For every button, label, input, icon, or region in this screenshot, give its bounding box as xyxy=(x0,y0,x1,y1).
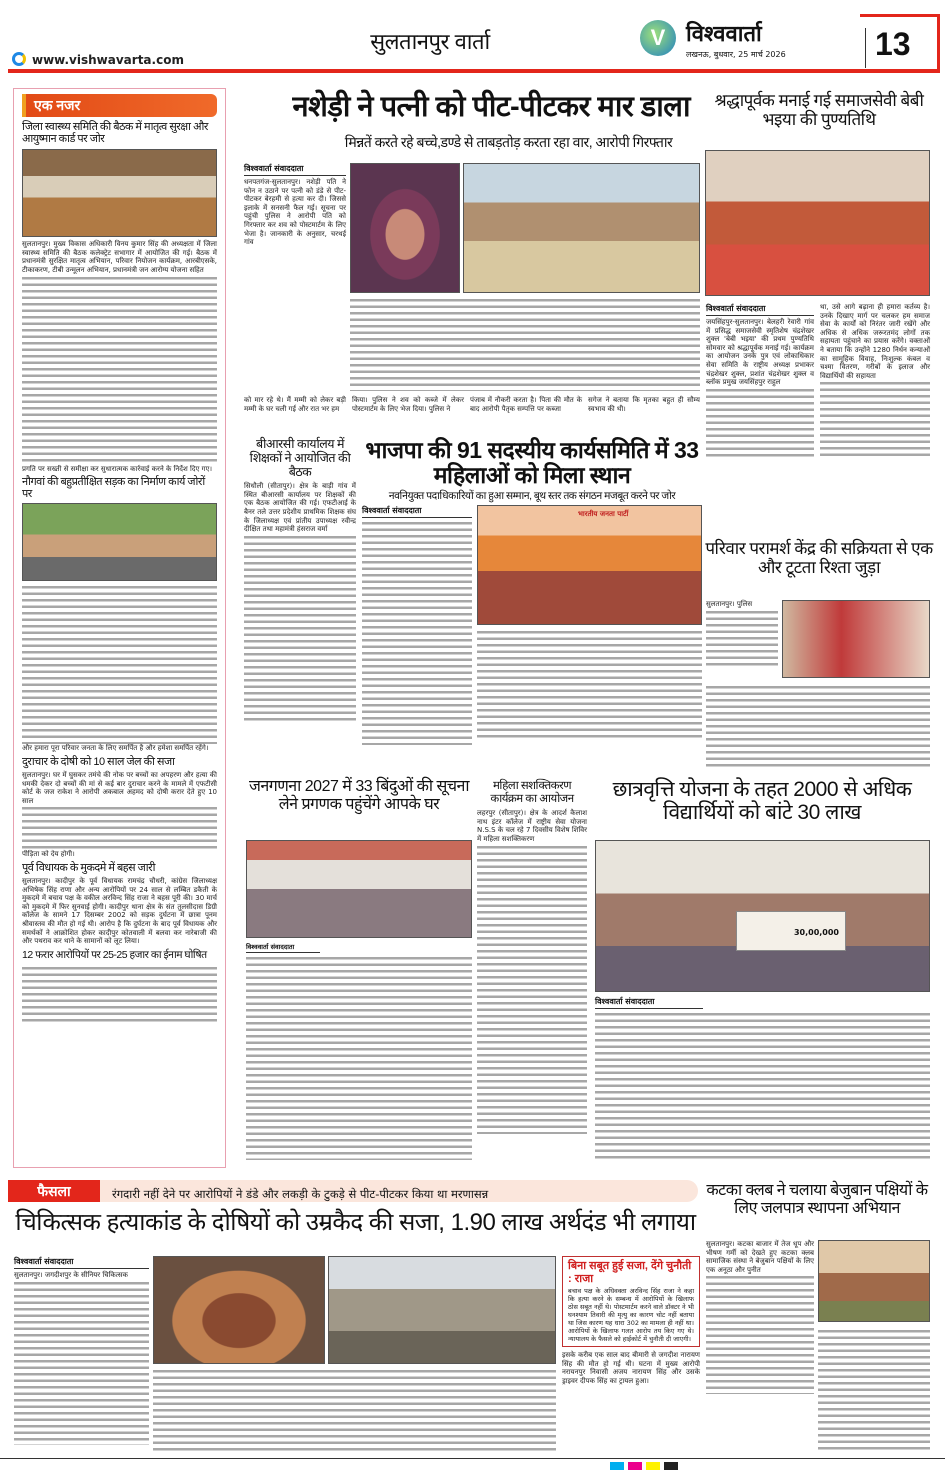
story-title: दुराचार के दोषी को 10 साल जेल की सजा xyxy=(22,755,175,768)
lead-headline: नशेड़ी ने पत्नी को पीट-पीटकर मार डाला xyxy=(292,91,690,123)
lead-headline-wrap xyxy=(238,92,708,130)
text-filler xyxy=(362,520,472,745)
story-photo xyxy=(22,503,217,581)
lead-snippet: को मार रहे थे। मैं मम्मी को लेकर बड़ी मम्मी के घर चली गई और रात भर हम xyxy=(244,396,346,413)
bjp-row xyxy=(362,505,702,745)
ie-icon xyxy=(12,52,26,66)
faisla-label: फैसला xyxy=(8,1180,100,1202)
text-filler xyxy=(153,1368,556,1452)
katka-col xyxy=(706,1240,814,1394)
text-filler xyxy=(818,1328,930,1452)
brc-headline: बीआरसी कार्यालय में शिक्षकों ने आयोजित की बैठक xyxy=(249,437,351,479)
census-headline: जनगणना 2027 में 33 बिंदुओं की सूचना लेने प्रगणक पहुंचेंगे आपके घर xyxy=(248,778,470,813)
story-title: पूर्व विधायक के मुकदमे में बहस जारी xyxy=(22,862,155,874)
punyatithi-col-1 xyxy=(706,303,814,457)
story-title: 12 फरार आरोपियों पर 25-25 हजार का ईनाम घोषित xyxy=(22,948,207,961)
brand-name: विश्ववार्ता xyxy=(686,21,762,46)
scholar-photo xyxy=(595,840,930,992)
text-filler xyxy=(22,584,217,744)
story-title: जिला स्वास्थ्य समिति की बैठक में मातृत्व सुरक्षा और आयुष्मान कार्ड पर जोर xyxy=(22,121,208,146)
scholar-headline: छात्रवृत्ति योजना के तहत 2000 से अधिक विद्यार्थियों को बांटे 30 लाख xyxy=(612,778,912,825)
census-photo xyxy=(246,840,472,938)
bjp-col-2 xyxy=(477,505,702,745)
katka-photo xyxy=(818,1240,930,1322)
website-url[interactable]: www.vishwavarta.com xyxy=(32,53,184,67)
page-number: 13 xyxy=(875,26,911,62)
mahila-story xyxy=(477,780,587,1134)
scholar-col-1 xyxy=(595,996,930,1161)
text-filler xyxy=(14,1280,149,1445)
victim-photo xyxy=(350,163,460,293)
text-filler xyxy=(22,275,217,465)
cheque-board xyxy=(736,911,846,951)
lead-subhead: मिन्नतें करते रहे बच्चे,डण्डे से ताबड़तोड़ करता रहा वार, आरोपी गिरफ्तार xyxy=(344,134,673,150)
byline: विश्ववार्ता संवाददाता xyxy=(14,1256,149,1269)
header-rule xyxy=(8,69,940,73)
ek-nazar-column xyxy=(13,88,226,1168)
pariwar-headline: परिवार परामर्श केंद्र की सक्रियता से एक और टूटता रिश्ता जुड़ा xyxy=(705,539,933,577)
punyatithi-headline: श्रद्धापूर्वक मनाई गई समाजसेवी बेबी भइया की पुण्यतिथि xyxy=(714,91,924,129)
lead-col-1 xyxy=(244,163,346,247)
text-filler xyxy=(706,684,930,767)
mahila-headline: महिला सशक्तिकरण कार्यक्रम का आयोजन xyxy=(490,780,574,805)
text-filler xyxy=(22,805,217,850)
story-body-end: और हमारा पूरा परिवार जनता के लिए समर्पित है और हमेशा समर्पित रहेंगे। xyxy=(22,744,209,753)
hospital-photo xyxy=(328,1256,556,1364)
bjp-story xyxy=(362,438,702,745)
faisla-headline: चिकित्सक हत्याकांड के दोषियों को उम्रकैद की सजा, 1.90 लाख अर्थदंड भी लगाया xyxy=(15,1209,696,1236)
punyatithi-body-2: था, उसे आगे बढ़ाना ही हमारा कर्तव्य है। उनके दिखाए मार्ग पर चलकर हम समाज सेवा के कार्यों को निरंतर जारी रखेंगे और अधिक से अधिक जरूरतमंद लोगों तक सहायता पहुंचाने का प्रयास करेंगे। वक्ताओं ने बताया कि उन्होंने 1280 निर्धन कन्याओं का सामूहिक विवाह, निःशुल्क कंबल व चश्मा वितरण, गरीबों के इलाज और विद्यार्थियों की सहायता xyxy=(820,303,930,380)
bjp-col-1 xyxy=(362,505,472,745)
brc-body: सिधौली (सीतापुर)। क्षेत्र के बाड़ी गांव में स्थित बीआरसी कार्यालय पर शिक्षकों की एक बैठक आयोजित की गई। एफटीआई के बैनर तले उत्तर प्रदेशीय प्राथमिक शिक्षक संघ के जिलाध्यक्ष एवं प्रांतीय उपाध्यक्ष रवीन्द्र दीक्षित तथा महामंत्री हंसराज वर्मा xyxy=(244,482,356,534)
byline: विश्ववार्ता संवाददाता xyxy=(595,996,703,1009)
text-filler xyxy=(706,609,778,669)
brand-logo-icon: V xyxy=(640,20,676,56)
brc-story xyxy=(244,438,356,724)
punyatithi-body: जयसिंहपुर-सुलतानपुर। बेलहरी रेवारी गांव में प्रसिद्ध समाजसेवी स्मृतिशेष चंद्रशेखर शुक्ल 'बेबी भइया' की प्रथम पुण्यतिथि सोमवार को श्रद्धापूर्वक मनाई गई। कार्यक्रम का आयोजन उनके पुत्र एवं लोकाधिकार सेवा समिति के राष्ट्रीय अध्यक्ष प्रभाकर चंद्रशेखर शुक्ल, प्रशांत चंद्रशेखर शुक्ल व ब्लॉक प्रमुख जयसिंहपुर राहुल xyxy=(706,318,814,387)
ek-nazar-label: एक नजर xyxy=(22,94,217,117)
text-filler xyxy=(595,1011,930,1161)
story-body: सुलतानपुर। मुख्य विकास अधिकारी विनय कुमार सिंह की अध्यक्षता में जिला स्वास्थ्य समिति की बैठक कलेक्ट्रेट सभागार में आयोजित की गई। बैठक में प्रधानमंत्री सुरक्षित मातृत्व अभियान, परिवार नियोजन कार्यक्रम, आरबीएसके, टीकाकरण, टीबी उन्मूलन अभियान, प्रधानमंत्री जन आरोग्य योजना सहित xyxy=(22,240,217,274)
faisla-box xyxy=(562,1256,700,1347)
story-title: नौगवां की बहुप्रतीक्षित सड़क का निर्माण कार्य जोरों पर xyxy=(22,476,205,501)
katka-headline: कटका क्लब ने चलाया बेजुबान पक्षियों के लिए जलपात्र स्थापना अभियान xyxy=(706,1182,928,1217)
story-photo xyxy=(22,149,217,237)
faisla-col-1 xyxy=(14,1256,149,1445)
lead-snippet: सगेज ने बताया कि मृतका बहुत ही सौम्य स्वभाव की थी। xyxy=(588,396,700,413)
byline: विश्ववार्ता संवाददाता xyxy=(362,505,472,518)
police-photo xyxy=(463,163,700,293)
text-filler xyxy=(246,955,472,1160)
katka-body: सुलतानपुर। कटका बाजार में तेज धूप और भीषण गर्मी को देखते हुए कटका क्लब सामाजिक संस्था ने बेजुबान पक्षियों के लिए एक अनूठा और पुनीत xyxy=(706,1240,814,1274)
punyatithi-col-2 xyxy=(820,303,930,460)
mahila-body: लहरपुर (सीतापुर)। क्षेत्र के आदर्श कैलाश नाथ इंटर कॉलेज में राष्ट्रीय सेवा योजना N.S.S के चल रहे 7 दिवसीय विशेष शिविर में महिला सशक्तिकरण xyxy=(477,809,587,844)
faisla-kicker: रंगदारी नहीं देने पर आरोपियों ने डंडे और लकड़ी के टुकड़े से पीट-पीटकर किया था मरणासन्न xyxy=(112,1187,489,1201)
census-col-1 xyxy=(246,942,472,1160)
faisla-box-title: बिना सबूत हुई सजा, देंगे चुनौती : राजा xyxy=(568,1260,692,1285)
section-title: सुलतानपुर वार्ता xyxy=(370,29,490,54)
text-filler xyxy=(22,965,217,1025)
faisla-box-text: बचाव पक्ष के अधिवक्ता अरविन्द सिंह राजा ने कहा कि हत्या करने के सम्बन्ध में आरोपियों के खिलाफ ठोस सबूत नहीं थे। पोस्टमार्टम करने वाले डॉक्टर ने भी घनश्याम तिवारी की मृत्यु का कारण चोट नहीं बताया था जिस कारण यह धारा 302 का मामला ही नहीं था। आरोपियों के खिलाफ गलत आरोप तय किए गए थे। न्यायालय के फैसले को हाईकोर्ट में चुनौती दी जाएगी। xyxy=(568,1287,694,1344)
text-filler xyxy=(706,387,814,457)
text-filler xyxy=(820,380,930,460)
bjp-headline: भाजपा की 91 सदस्यीय कार्यसमिति में 33 महिलाओं को मिला स्थान xyxy=(365,437,699,489)
story-body: सुलतानपुर। कादीपुर के पूर्व विधायक रामचंद्र चौधरी, कांग्रेस जिलाध्यक्ष अभिषेक सिंह राणा और अन्य आरोपियों पर 24 साल से लम्बित डकैती के मुकदमे में बचाव पक्ष के वकील अरविन्द सिंह राजा ने बहस पूरी की। 30 मार्च को मुकदमे में फिर सुनवाई होगी। कादीपुर थाना क्षेत्र के संत तुलसीदास डिग्री कॉलेज के सामने 17 दिसम्बर 2002 को सड़क दुर्घटना में छात्रा पूनम श्रीवास्तव की मौत हो गई थी। आरोप है कि दुर्घटना के बाद पूर्व विधायक और समर्थकों ने आक्रोशित होकर कादीपुर कोतवाली में बलवा कर नारेबाजी की और पथराव कर थाने के सामानों को लूट लिया। xyxy=(22,877,217,946)
story-body-end: प्रगति पर सख्ती से समीक्षा कर सुधारात्मक कार्रवाई करने के निर्देश दिए गए। xyxy=(22,464,213,473)
faisla-body-end: इसके करीब एक साल बाद बीमारी से जगदीश नारायण सिंह की मौत हो गई थी। घटना में मुख्य आरोपी नरायनपुर निवासी अजय नारायण सिंह और उसके ड्राइवर दीपक सिंह का ट्रायल हुआ। xyxy=(562,1351,700,1386)
faisla-kicker-wrap xyxy=(112,1183,688,1202)
bjp-subhead: नवनियुक्त पदाधिकारियों का हुआ सम्मान, बूथ स्तर तक संगठन मजबूत करने पर जोर xyxy=(388,489,676,502)
court-photo xyxy=(153,1256,325,1364)
text-filler xyxy=(477,629,702,739)
byline: विश्ववार्ता संवाददाता xyxy=(246,942,320,953)
punyatithi-photo xyxy=(705,150,930,296)
masthead xyxy=(0,0,945,75)
story-body-end: पीड़िता को देय होगी। xyxy=(22,850,75,859)
faisla-body: सुलतानपुर। जगदीशपुर के सीनियर चिकित्सक xyxy=(14,1271,128,1279)
faisla-banner xyxy=(8,1180,698,1202)
story-body: सुलतानपुर। घर में घुसकर तमंचे की नोक पर बच्चों का अपहरण और हत्या की धमकी देकर दो बच्चों की मां से कई बार दुराचार करने के मामले में एफटीसी कोर्ट के जज राकेश ने आरोपी अकबाल अहमद को दोषी करार देते हुए 10 साल xyxy=(22,771,217,805)
cheque-amount: 30,00,000 xyxy=(793,928,839,937)
dateline: लखनऊ, बुधवार, 25 मार्च 2026 xyxy=(686,50,786,59)
lead-snippet: किया। पुलिस ने शव को कब्जे में लेकर पोस्टमार्टम के लिए भेज दिया। पुलिस ने xyxy=(352,396,464,413)
pariwar-col xyxy=(706,600,778,669)
text-filler xyxy=(477,844,587,1134)
print-color-marks xyxy=(0,1458,945,1470)
pariwar-body: सुलतानपुर। पुलिस xyxy=(706,600,753,608)
byline: विश्ववार्ता संवाददाता xyxy=(244,163,346,176)
text-filler xyxy=(706,1274,814,1394)
text-filler xyxy=(244,534,356,724)
faisla-headline-wrap xyxy=(8,1210,698,1236)
bjp-banner-text: भारतीय जनता पार्टी xyxy=(578,510,629,519)
byline: विश्ववार्ता संवाददाता xyxy=(706,303,814,316)
corner-frame xyxy=(860,14,940,72)
bjp-photo xyxy=(477,505,702,625)
lead-body: धनपतगंज-सुलतानपुर। नशेड़ी पति ने फोन न उठाने पर पत्नी को डंडे से पीट-पीटकर बेरहमी से हत्या कर दी। जिससे इलाके में सनसनी फैल गई। सूचना पर पहुंची पुलिस ने आरोपी पति को गिरफ्तार कर शव को पोस्टमार्टम के लिए भेजा है। जानकारी के अनुसार, चरथई गांव xyxy=(244,178,346,247)
faisla-side xyxy=(562,1256,700,1386)
text-filler xyxy=(350,297,700,391)
lead-snippet: पंजाब में नौकरी करता है। पिता की मौत के बाद आरोपी पैतृक सम्पत्ति पर कब्जा xyxy=(470,396,582,413)
pariwar-photo xyxy=(782,600,930,678)
lead-subhead-wrap xyxy=(238,134,708,152)
